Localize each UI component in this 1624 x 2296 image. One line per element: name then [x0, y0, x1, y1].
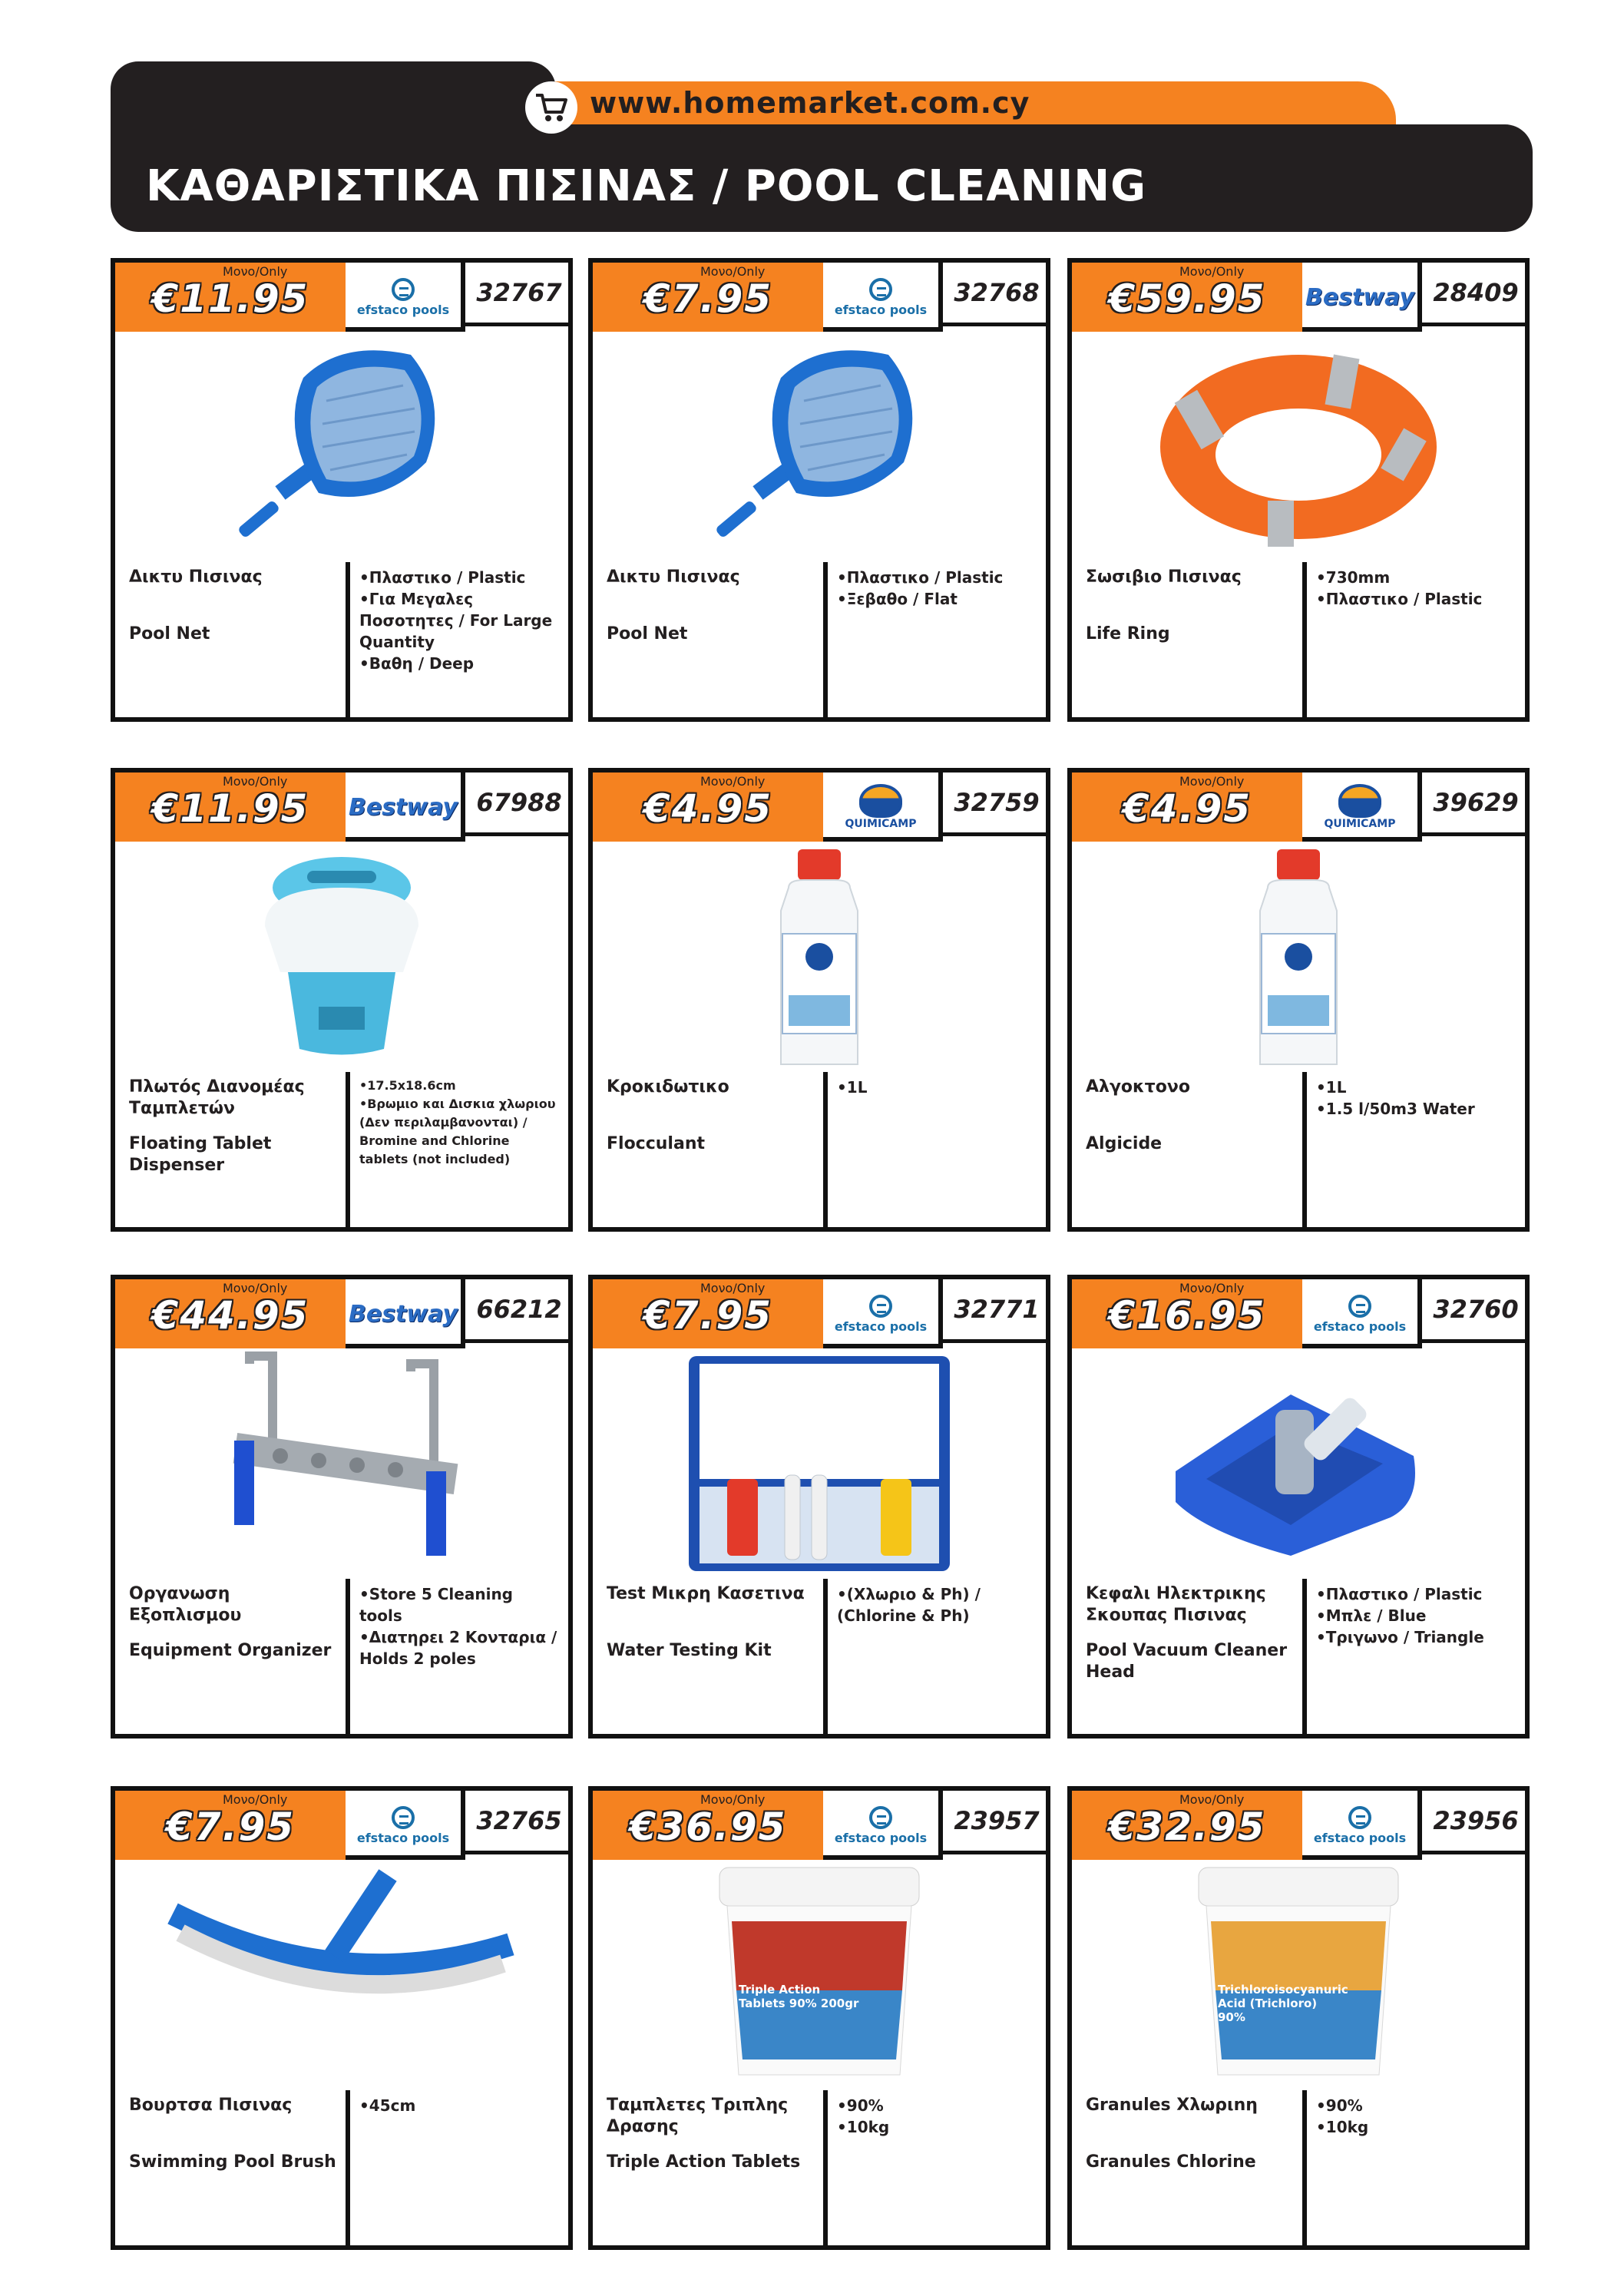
- code-underline: [943, 1851, 1050, 1854]
- brand-logo-efstaco: efstaco pools: [356, 1830, 450, 1845]
- product-code: 32765: [476, 1806, 562, 1835]
- spec-line: •Διατηρει 2 Κονταρια / Holds 2 poles: [359, 1628, 557, 1668]
- brand-logo-efstaco: efstaco pools: [834, 1318, 928, 1334]
- code-underline: [943, 1339, 1050, 1343]
- product-description: [1072, 562, 1525, 717]
- product-name-greek: Κεφαλι Ηλεκτρικης Σκουπας Πισινας: [1086, 1584, 1266, 1625]
- product-specs: [359, 2095, 559, 2116]
- card-header: [593, 263, 1046, 332]
- brand-logo-bestway: Bestway: [1305, 283, 1414, 311]
- product-name-english: Algicide: [1086, 1134, 1163, 1153]
- only-label: Μονο/Only: [700, 264, 766, 279]
- product-image[interactable]: [115, 842, 568, 1072]
- product-name-english: Pool Net: [129, 624, 210, 643]
- description-divider: [823, 562, 828, 717]
- spec-line: •Βρωμιο και Δισκια χλωριου (Δεν περιλαμβανονται) / Bromine and Chlorine tablets (not included): [359, 1097, 556, 1166]
- spec-line: •Για Μεγαλες Ποσοτητες / For Large Quantity: [359, 590, 553, 651]
- product-name-english: Flocculant: [607, 1134, 705, 1153]
- only-label: Μονο/Only: [1179, 264, 1245, 279]
- product-specs: [837, 1077, 1037, 1098]
- price: €11.95: [151, 276, 309, 321]
- only-label: Μονο/Only: [1179, 1792, 1245, 1807]
- product-name-english: Swimming Pool Brush: [129, 2152, 336, 2172]
- price-tag: [115, 263, 346, 332]
- price: €32.95: [1108, 1805, 1266, 1849]
- code-underline: [943, 323, 1050, 326]
- product-code: 23956: [1433, 1806, 1519, 1835]
- spec-line: •17.5x18.6cm: [359, 1078, 456, 1093]
- bucket-label: Trichloroisocyanuric Acid (Trichloro) 90%: [1218, 1983, 1348, 2024]
- price: €7.95: [165, 1805, 296, 1849]
- price: €59.95: [1108, 276, 1266, 321]
- only-label: Μονο/Only: [223, 264, 288, 279]
- header-divider: [1417, 1791, 1422, 1860]
- product-specs: [1316, 1077, 1516, 1120]
- spec-line: •Πλαστικο / Plastic: [1316, 1585, 1483, 1603]
- brand-logo: [1302, 1791, 1417, 1860]
- product-image[interactable]: [593, 842, 1046, 1072]
- card-header: [593, 1791, 1046, 1860]
- code-underline: [1422, 323, 1530, 326]
- product-name-english: Granules Chlorine: [1086, 2152, 1256, 2172]
- efstaco-logo-icon: [392, 278, 415, 301]
- brand-logo-efstaco: efstaco pools: [834, 1830, 928, 1845]
- bucket-label: Triple Action Tablets 90% 200gr: [739, 1983, 859, 2010]
- brush-icon: [115, 1860, 568, 2090]
- test-kit-icon: [593, 1348, 1046, 1579]
- cart-icon: [525, 81, 577, 134]
- product-specs: [1316, 567, 1516, 610]
- product-name-greek: Granules Χλωριnη: [1086, 2096, 1258, 2115]
- only-label: Μονο/Only: [1179, 1281, 1245, 1295]
- efstaco-logo-icon: [869, 1806, 892, 1829]
- price-tag: [1072, 1791, 1302, 1860]
- product-image[interactable]: [115, 332, 568, 562]
- price: €4.95: [1122, 786, 1252, 831]
- spec-line: •10kg: [1316, 2118, 1369, 2136]
- code-underline: [943, 832, 1050, 836]
- product-code: 32767: [476, 278, 562, 307]
- product-name-english: Water Testing Kit: [607, 1641, 772, 1660]
- spec-line: •Βαθη / Deep: [359, 654, 475, 673]
- product-image[interactable]: [1072, 332, 1525, 562]
- product-image[interactable]: [593, 332, 1046, 562]
- spec-line: •Ξεβαθο / Flat: [837, 590, 958, 608]
- price-tag: [115, 1279, 346, 1348]
- bucket-icon: [593, 1860, 1046, 2090]
- description-divider: [823, 1072, 828, 1227]
- product-code: 23957: [954, 1806, 1040, 1835]
- brand-logo-efstaco: efstaco pools: [1313, 1830, 1407, 1845]
- brand-logo: [823, 773, 938, 842]
- only-label: Μονο/Only: [223, 1281, 288, 1295]
- pool-net-icon: [115, 332, 568, 562]
- pool-net-icon: [593, 332, 1046, 562]
- description-divider: [346, 2090, 350, 2245]
- header-divider: [1417, 263, 1422, 332]
- product-description: [593, 562, 1046, 717]
- product-specs: [837, 567, 1037, 610]
- brand-logo: [346, 1791, 461, 1860]
- product-image[interactable]: [115, 1348, 568, 1579]
- product-name-english: Equipment Organizer: [129, 1641, 332, 1660]
- only-label: Μονο/Only: [1179, 774, 1245, 789]
- header-divider: [461, 773, 465, 842]
- only-label: Μονο/Only: [700, 774, 766, 789]
- header-divider: [461, 1279, 465, 1348]
- bucket-icon: [1072, 1860, 1525, 2090]
- product-image[interactable]: [1072, 1348, 1525, 1579]
- product-image[interactable]: [593, 1348, 1046, 1579]
- description-divider: [823, 2090, 828, 2245]
- product-specs: [837, 1583, 1037, 1626]
- price-tag: [593, 263, 823, 332]
- spec-line: •Μπλε / Blue: [1316, 1606, 1427, 1625]
- bucket-weight: 10kg: [1225, 2129, 1255, 2141]
- product-specs: [1316, 1583, 1516, 1648]
- product-description: [1072, 2090, 1525, 2245]
- product-code: 32771: [954, 1295, 1040, 1324]
- organizer-icon: [115, 1348, 568, 1579]
- product-description: [593, 1072, 1046, 1227]
- code-underline: [465, 832, 573, 836]
- tablet-dispenser-icon: [115, 842, 568, 1072]
- product-card[interactable]: [111, 768, 573, 1232]
- price-tag: [115, 1791, 346, 1860]
- product-name-greek: Σωσιβιο Πισινας: [1086, 567, 1242, 587]
- price-tag: [1072, 773, 1302, 842]
- price-tag: [1072, 263, 1302, 332]
- description-divider: [823, 1579, 828, 1734]
- spec-line: •Τριγωνο / Triangle: [1316, 1628, 1484, 1646]
- product-card[interactable]: [588, 1275, 1050, 1739]
- header-divider: [938, 1279, 943, 1348]
- brand-logo-quimicamp: QUIMICAMP: [1324, 818, 1396, 830]
- card-header: [1072, 773, 1525, 842]
- price: €36.95: [629, 1805, 787, 1849]
- product-card[interactable]: [1067, 768, 1530, 1232]
- product-code: 28409: [1433, 278, 1519, 307]
- price-tag: [593, 1279, 823, 1348]
- price-tag: [593, 773, 823, 842]
- header-divider: [938, 263, 943, 332]
- product-card[interactable]: [588, 768, 1050, 1232]
- description-divider: [346, 562, 350, 717]
- product-card[interactable]: [111, 1786, 573, 2250]
- price: €11.95: [151, 786, 309, 831]
- product-code: 39629: [1433, 788, 1519, 817]
- header-divider: [461, 263, 465, 332]
- code-underline: [1422, 832, 1530, 836]
- spec-line: •730mm: [1316, 568, 1391, 587]
- only-label: Μονο/Only: [223, 1792, 288, 1807]
- efstaco-logo-icon: [869, 1295, 892, 1318]
- code-underline: [465, 1851, 573, 1854]
- product-specs: [837, 2095, 1037, 2138]
- bottle-icon: [593, 842, 1046, 1072]
- brand-logo-bestway: Bestway: [348, 793, 458, 821]
- product-name-greek: Βουρτσα Πισινας: [129, 2096, 293, 2115]
- efstaco-logo-icon: [1348, 1806, 1371, 1829]
- brand-logo: [346, 263, 461, 332]
- description-divider: [346, 1072, 350, 1227]
- product-card[interactable]: [1067, 1786, 1530, 2250]
- brand-logo: [1302, 263, 1417, 332]
- page-title: ΚΑΘΑΡΙΣΤΙΚΑ ΠΙΣΙΝΑΣ / POOL CLEANING: [146, 161, 1147, 211]
- header-divider: [938, 773, 943, 842]
- product-name-english: Pool Vacuum Cleaner Head: [1086, 1641, 1288, 1682]
- card-header: [593, 1279, 1046, 1348]
- price-tag: [593, 1791, 823, 1860]
- price: €4.95: [643, 786, 773, 831]
- code-underline: [1422, 1339, 1530, 1343]
- card-header: [593, 773, 1046, 842]
- header-divider: [461, 1791, 465, 1860]
- brand-logo-efstaco: efstaco pools: [356, 302, 450, 317]
- card-header: [115, 263, 568, 332]
- price-tag: [1072, 1279, 1302, 1348]
- product-description: [115, 2090, 568, 2245]
- card-header: [1072, 1791, 1525, 1860]
- product-description: [115, 562, 568, 717]
- product-card[interactable]: [588, 1786, 1050, 2250]
- spec-line: •1L: [1316, 1078, 1347, 1097]
- brand-logo: [823, 1279, 938, 1348]
- product-description: [593, 1579, 1046, 1734]
- product-card[interactable]: [1067, 258, 1530, 722]
- quimicamp-logo-icon: [859, 784, 902, 818]
- product-name-english: Triple Action Tablets: [607, 2152, 801, 2172]
- product-card[interactable]: [111, 1275, 573, 1739]
- spec-line: •90%: [1316, 2096, 1363, 2115]
- product-specs: [1316, 2095, 1516, 2138]
- product-description: [115, 1072, 568, 1227]
- brand-logo: [823, 263, 938, 332]
- product-specs: [359, 567, 559, 674]
- description-divider: [346, 1579, 350, 1734]
- product-name-english: Life Ring: [1086, 624, 1170, 643]
- product-card[interactable]: [588, 258, 1050, 722]
- life-ring-icon: [1072, 332, 1525, 562]
- header-divider: [1417, 1279, 1422, 1348]
- price-tag: [115, 773, 346, 842]
- product-code: 32768: [954, 278, 1040, 307]
- price: €44.95: [151, 1293, 309, 1338]
- spec-line: •10kg: [837, 2118, 890, 2136]
- website-link[interactable]: www.homemarket.com.cy: [590, 86, 1030, 120]
- description-divider: [1302, 1072, 1307, 1227]
- brand-logo-efstaco: efstaco pools: [834, 302, 928, 317]
- efstaco-logo-icon: [869, 278, 892, 301]
- product-description: [115, 1579, 568, 1734]
- product-specs: [359, 1583, 559, 1669]
- card-header: [115, 773, 568, 842]
- spec-line: •90%: [837, 2096, 884, 2115]
- bottle-icon: [1072, 842, 1525, 1072]
- card-header: [115, 1279, 568, 1348]
- header-divider: [938, 1791, 943, 1860]
- card-header: [1072, 263, 1525, 332]
- product-name-greek: Ταμπλετες Τριπλης Δρασης: [607, 2096, 789, 2136]
- only-label: Μονο/Only: [223, 774, 288, 789]
- efstaco-logo-icon: [1348, 1295, 1371, 1318]
- brand-logo-bestway: Bestway: [348, 1300, 458, 1328]
- product-name-english: Pool Net: [607, 624, 688, 643]
- product-description: [1072, 1579, 1525, 1734]
- product-name-greek: Test Μικρη Κασετινα: [607, 1584, 805, 1603]
- product-code: 67988: [476, 788, 562, 817]
- spec-line: •1.5 l/50m3 Water: [1316, 1100, 1475, 1118]
- product-code: 66212: [476, 1295, 562, 1324]
- spec-line: •Πλαστικο / Plastic: [837, 568, 1004, 587]
- product-description: [1072, 1072, 1525, 1227]
- price: €7.95: [643, 276, 773, 321]
- product-code: 32760: [1433, 1295, 1519, 1324]
- price: €7.95: [643, 1293, 773, 1338]
- product-name-greek: Δικτυ Πισινας: [129, 567, 263, 587]
- product-name-greek: Δικτυ Πισινας: [607, 567, 740, 587]
- product-image[interactable]: [1072, 842, 1525, 1072]
- only-label: Μονο/Only: [700, 1792, 766, 1807]
- spec-line: •Πλαστικο / Plastic: [359, 568, 526, 587]
- description-divider: [1302, 1579, 1307, 1734]
- card-header: [1072, 1279, 1525, 1348]
- quimicamp-logo-icon: [1338, 784, 1381, 818]
- description-divider: [1302, 2090, 1307, 2245]
- product-name-english: Floating Tablet Dispenser: [129, 1134, 272, 1175]
- product-specs: [359, 1077, 559, 1169]
- code-underline: [1422, 1851, 1530, 1854]
- vacuum-head-icon: [1072, 1348, 1525, 1579]
- only-label: Μονο/Only: [700, 1281, 766, 1295]
- brand-logo: [346, 1279, 461, 1348]
- code-underline: [465, 1339, 573, 1343]
- card-header: [115, 1791, 568, 1860]
- bucket-weight: 10kg: [746, 2129, 776, 2141]
- header-divider: [1417, 773, 1422, 842]
- spec-line: •45cm: [359, 2096, 416, 2115]
- product-name-greek: Οργανωση Εξοπλισμου: [129, 1584, 242, 1625]
- efstaco-logo-icon: [392, 1806, 415, 1829]
- spec-line: •1L: [837, 1078, 868, 1097]
- spec-line: •Store 5 Cleaning tools: [359, 1585, 513, 1625]
- price: €16.95: [1108, 1293, 1266, 1338]
- product-name-greek: Κροκιδωτικο: [607, 1077, 729, 1097]
- product-name-greek: Αλγοκτονο: [1086, 1077, 1190, 1097]
- code-underline: [465, 323, 573, 326]
- brand-logo-quimicamp: QUIMICAMP: [845, 818, 917, 830]
- spec-line: •(Χλωριο & Ph) / (Chlorine & Ph): [837, 1585, 981, 1625]
- product-description: [593, 2090, 1046, 2245]
- brand-logo: [823, 1791, 938, 1860]
- brand-logo: [1302, 773, 1417, 842]
- brand-logo-efstaco: efstaco pools: [1313, 1318, 1407, 1334]
- spec-line: •Πλαστικο / Plastic: [1316, 590, 1483, 608]
- brand-logo: [346, 773, 461, 842]
- product-image[interactable]: [115, 1860, 568, 2090]
- brand-logo: [1302, 1279, 1417, 1348]
- product-name-greek: Πλωτός Διανομέας Ταμπλετών: [129, 1077, 305, 1118]
- description-divider: [1302, 562, 1307, 717]
- product-code: 32759: [954, 788, 1040, 817]
- product-card[interactable]: [1067, 1275, 1530, 1739]
- product-card[interactable]: [111, 258, 573, 722]
